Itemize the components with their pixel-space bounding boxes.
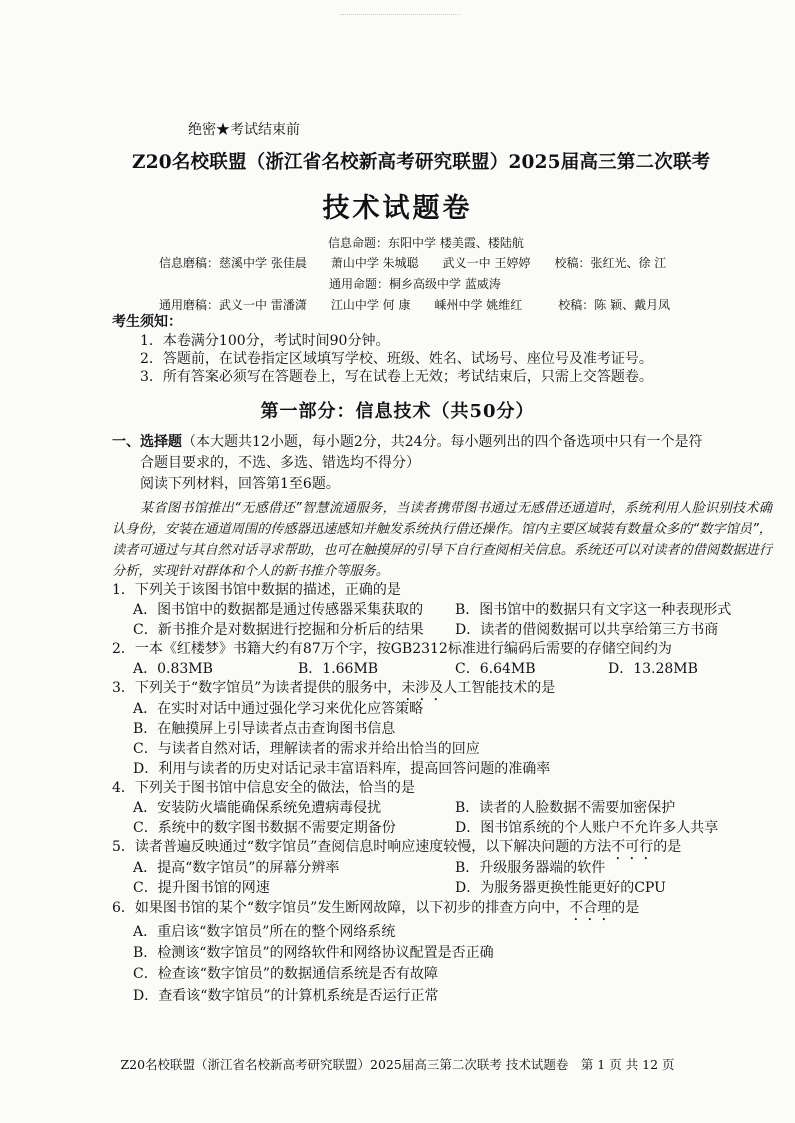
- section-description-cont: 合题目要求的，不选、多选、错选均不得分）: [140, 455, 420, 471]
- question-stem: 2．一本《红楼梦》书籍大约有87万个字，按GB2312标准进行编码后需要的存储空间约为: [112, 641, 672, 657]
- option-c: C．6.64MB: [455, 661, 536, 677]
- emphasis-text: 不合理: [569, 900, 612, 916]
- option-c: C．新书推介是对数据进行挖掘和分析后的结果: [133, 622, 424, 638]
- option-a: A．重启该“数字馆员”所在的整个网络系统: [133, 924, 396, 940]
- notice-item: 3．所有答案必须写在答题卷上，写在试卷上无效；考试结束后，只需上交答题卷。: [140, 369, 653, 385]
- option-c: C．系统中的数字图书数据不需要定期备份: [133, 820, 396, 836]
- secret-label: 绝密★考试结束前: [188, 122, 300, 138]
- option-d: D．13.28MB: [608, 661, 698, 677]
- option-d: D．查看该“数字馆员”的计算机系统是否运行正常: [133, 988, 439, 1004]
- exam-title: Z20名校联盟（浙江省名校新高考研究联盟）2025届高三第二次联考: [132, 152, 711, 173]
- scan-dots: [340, 14, 460, 16]
- page-footer: Z20名校联盟（浙江省名校新高考研究联盟）2025届高三第二次联考 技术试题卷 第 1 页 共 12 页: [120, 1057, 675, 1072]
- option-d: D．为服务器更换性能更好的CPU: [455, 880, 666, 896]
- option-b: B．升级服务器端的软件: [455, 860, 606, 876]
- option-c: C．提升图书馆的网速: [133, 880, 270, 896]
- option-a: A．图书馆中的数据都是通过传感器采集获取的: [133, 602, 424, 618]
- question-stem: 1．下列关于该图书馆中数据的描述，正确的是: [112, 582, 401, 598]
- section-description: （本大题共12小题，每小题2分，共24分。每小题列出的四个备选项中只有一个是符: [182, 434, 703, 450]
- part-title: 第一部分：信息技术（共50分）: [260, 401, 535, 422]
- credit-line: 信息磨稿：慈溪中学 张佳晨 萧山中学 朱城聪 武义一中 王婷婷 校稿：张红光、徐 江: [159, 256, 667, 270]
- exam-subtitle: 技术试题卷: [322, 193, 473, 224]
- section-heading: [112, 431, 703, 451]
- credit-line: 通用磨稿：武义一中 雷潘潇 江山中学 何 康 嵊州中学 姚维红 校稿：陈 颖、戴月凤: [159, 298, 671, 312]
- credit-line: 信息命题：东阳中学 楼美霞、楼陆航: [328, 236, 524, 250]
- option-b: B．在触摸屏上引导读者点击查询图书信息: [133, 721, 396, 737]
- question-stem: 3．下列关于“数字馆员”为读者提供的服务中，未涉及人工智能技术的是: [112, 680, 556, 696]
- notice-item: 1．本卷满分100分，考试时间90分钟。: [140, 333, 390, 349]
- emphasis-text: 未涉及: [401, 680, 444, 696]
- section-label: 一、选择题: [112, 434, 182, 450]
- reading-instruction: 阅读下列材料，回答第1至6题。: [140, 476, 340, 492]
- option-b: B．读者的人脸数据不需要加密保护: [455, 800, 676, 816]
- option-a: A．安装防火墙能确保系统免遭病毒侵扰: [133, 800, 382, 816]
- option-b: B．1.66MB: [298, 661, 379, 677]
- option-b: B．图书馆中的数据只有文字这一种表现形式: [455, 602, 732, 618]
- option-c: C．与读者自然对话，理解读者的需求并给出恰当的回应: [133, 741, 480, 757]
- question-stem: 4．下列关于图书馆中信息安全的做法，恰当的是: [112, 780, 415, 796]
- option-d: D．利用与读者的历史对话记录丰富语料库，提高回答问题的准确率: [133, 761, 551, 777]
- credit-line: 通用命题：桐乡高级中学 蓝威涛: [329, 277, 501, 291]
- question-stem: 5．读者普遍反映通过“数字馆员”查阅信息时响应速度较慢，以下解决问题的方法不可行的是: [112, 839, 682, 855]
- question-stem: 6．如果图书馆的某个“数字馆员”发生断网故障，以下初步的排查方向中，不合理的是: [112, 900, 640, 916]
- option-c: C．检查该“数字馆员”的数据通信系统是否有故障: [133, 966, 439, 982]
- option-a: A．0.83MB: [133, 661, 213, 677]
- notice-item: 2．答题前，在试卷指定区域填写学校、班级、姓名、试场号、座位号及准考证号。: [140, 351, 653, 367]
- emphasis-text: 不可行: [611, 839, 654, 855]
- option-d: D．图书馆系统的个人账户不允许多人共享: [455, 820, 719, 836]
- option-a: A．在实时对话中通过强化学习来优化应答策略: [133, 701, 424, 717]
- option-a: A．提高“数字馆员”的屏幕分辨率: [133, 860, 340, 876]
- option-b: B．检测该“数字馆员”的网络软件和网络协议配置是否正确: [133, 945, 494, 961]
- option-d: D．读者的借阅数据可以共享给第三方书商: [455, 622, 719, 638]
- notice-heading: 考生须知：: [112, 314, 182, 330]
- reading-material: 某省图书馆推出“无感借还”智慧流通服务，当读者携带图书通过无感借还通道时，系统利用人脸识别技术确认身份，安装在通道周围的传感器迅速感知并触发系统执行借还操作。馆内主要区域装有数量众多的“数字馆员”，读者可通过与其自然对话寻求帮助，也可在触摸屏的引导下自行查阅相关信息。系统还可以对读者的借阅数据进行分析，实现针对群体和个人的新书推介等服务。: [112, 501, 772, 579]
